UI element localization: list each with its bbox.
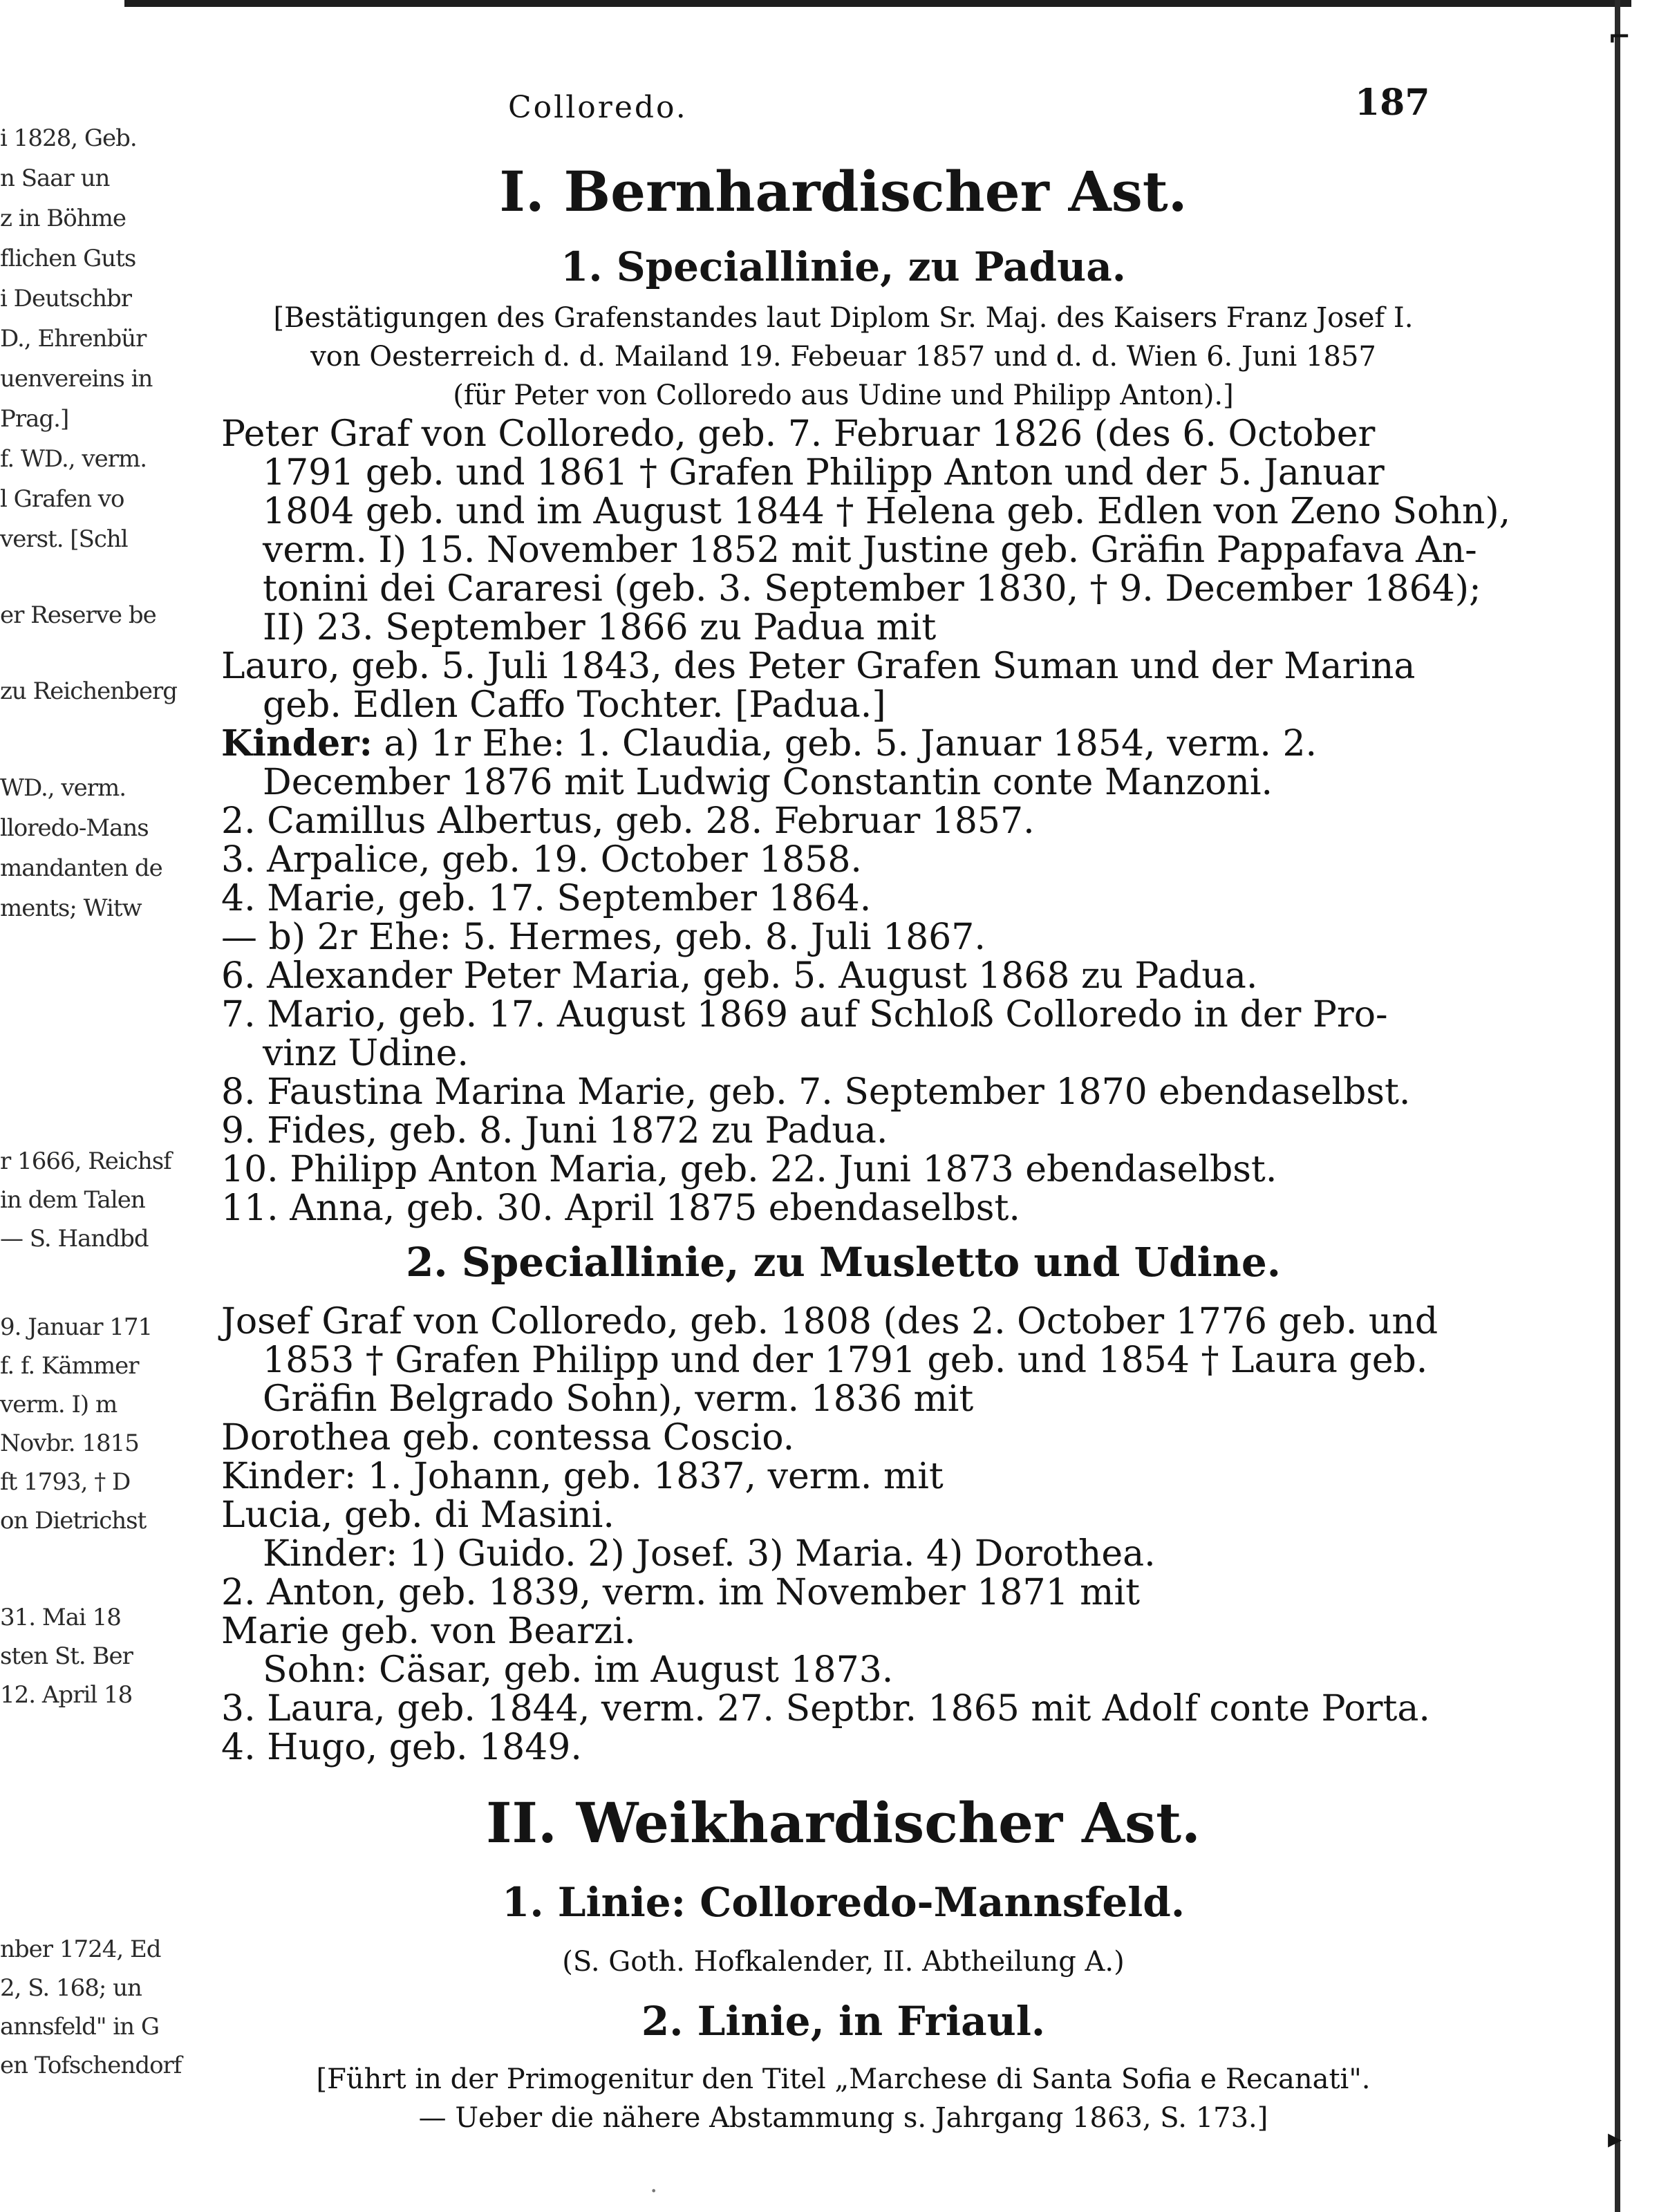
margin-line: en Tofschendorf [0, 2052, 182, 2079]
entry-children-1 [221, 724, 1465, 763]
edge-mark-top: ⌐ [1608, 21, 1631, 53]
child-entry: 9. Fides, geb. 8. Juni 1872 zu Padua. [221, 1110, 888, 1152]
note-line: — Ueber die nähere Abstammung s. Jahrgang 1863, S. 173.] [418, 2102, 1268, 2134]
entry-hugo: 4. Hugo, geb. 1849. [221, 1727, 582, 1768]
entry-josef: Josef Graf von Colloredo, geb. 1808 (des 2. October 1776 geb. und [221, 1301, 1438, 1342]
margin-line: er Reserve be [0, 601, 156, 629]
margin-line: uenvereins in [0, 365, 153, 393]
margin-line: verm. I) m [0, 1391, 118, 1418]
margin-line: 9. Januar 171 [0, 1313, 153, 1341]
child-entry: 10. Philipp Anton Maria, geb. 22. Juni 1873 ebendaselbst. [221, 1149, 1277, 1190]
line-heading-2-1: 1. Linie: Colloredo-Mannsfeld. [501, 1879, 1185, 1926]
entry-peter-cont: II) 23. September 1866 zu Padua mit [263, 607, 937, 648]
margin-line: D., Ehrenbür [0, 325, 147, 353]
margin-line: f. f. Kämmer [0, 1352, 139, 1380]
margin-line: z in Böhme [0, 205, 126, 232]
entry-lauro-cont: geb. Edlen Caffo Tochter. [Padua.] [263, 684, 886, 726]
margin-line: i 1828, Geb. [0, 124, 137, 152]
note-line: (für Peter von Colloredo aus Udine und Philipp Anton).] [453, 379, 1234, 411]
margin-column [0, 124, 182, 2129]
margin-line: Novbr. 1815 [0, 1430, 139, 1457]
child-entry: — b) 2r Ehe: 5. Hermes, geb. 8. Juli 1867. [221, 917, 986, 958]
page-dot: · [650, 2177, 658, 2206]
entry-lauro: Lauro, geb. 5. Juli 1843, des Peter Grafen Suman und der Marina [221, 646, 1416, 687]
entry-grandchildren: Kinder: 1) Guido. 2) Josef. 3) Maria. 4) Dorothea. [263, 1533, 1156, 1575]
note-2-1 [221, 1942, 1465, 1981]
entry-lucia: Lucia, geb. di Masini. [221, 1494, 615, 1536]
entry-son: Sohn: Cäsar, geb. im August 1873. [263, 1649, 894, 1691]
entry-peter-cont: tonini dei Cararesi (geb. 3. September 1830, † 9. December 1864); [263, 568, 1481, 610]
entry-dorothea: Dorothea geb. contessa Coscio. [221, 1417, 795, 1459]
margin-line: ft 1793, † D [0, 1468, 131, 1496]
child-entry: 2. Camillus Albertus, geb. 28. Februar 1857. [221, 800, 1035, 842]
margin-line: verst. [Schl [0, 525, 128, 553]
section-title-1: I. Bernhardischer Ast. [499, 159, 1188, 224]
child-entry: a) 1r Ehe: 1. Claudia, geb. 5. Januar 1854, verm. 2. [384, 723, 1318, 765]
margin-line: zu Reichenberg [0, 677, 178, 705]
section-title-2: II. Weikhardischer Ast. [486, 1790, 1201, 1855]
margin-line: on Dietrichst [0, 1507, 147, 1535]
children-label: Kinder: [221, 722, 373, 765]
child-entry: 6. Alexander Peter Maria, geb. 5. August 1868 zu Padua. [221, 955, 1258, 997]
margin-line: WD., verm. [0, 774, 126, 802]
top-rule [124, 0, 1631, 7]
margin-line: in dem Talen [0, 1186, 145, 1214]
child-entry: 8. Faustina Marina Marie, geb. 7. September 1870 ebendaselbst. [221, 1071, 1411, 1113]
page-number: 187 [1355, 82, 1430, 124]
margin-line: lloredo-Mans [0, 814, 149, 842]
margin-line: annsfeld" in G [0, 2013, 160, 2041]
entry-josef-cont: 1853 † Grafen Philipp und der 1791 geb. und 1854 † Laura geb. [263, 1340, 1428, 1381]
margin-line: Prag.] [0, 405, 69, 433]
entry-anton: 2. Anton, geb. 1839, verm. im November 1871 mit [221, 1572, 1140, 1613]
entry-peter-cont: verm. I) 15. November 1852 mit Justine geb. Gräfin Pappafava An- [263, 529, 1477, 571]
note-line: von Oesterreich d. d. Mailand 19. Febeuar 1857 und d. d. Wien 6. Juni 1857 [310, 341, 1376, 373]
margin-line: r 1666, Reichsf [0, 1147, 171, 1175]
child-entry: December 1876 mit Ludwig Constantin conte Manzoni. [263, 762, 1273, 803]
margin-line: nber 1724, Ed [0, 1936, 161, 1963]
line-heading-2-2: 2. Linie, in Friaul. [641, 1998, 1046, 2045]
margin-line: sten St. Ber [0, 1642, 133, 1670]
margin-line: 2, S. 168; un [0, 1974, 142, 2002]
entry-peter: Peter Graf von Colloredo, geb. 7. Februar 1826 (des 6. October [221, 413, 1376, 455]
margin-line: f. WD., verm. [0, 445, 147, 473]
child-entry: 11. Anna, geb. 30. April 1875 ebendaselbst. [221, 1188, 1020, 1229]
child-entry: 3. Arpalice, geb. 19. October 1858. [221, 839, 862, 881]
line-heading-1-1: 1. Speciallinie, zu Padua. [560, 243, 1127, 290]
margin-line: 31. Mai 18 [0, 1604, 121, 1631]
note-line: (S. Goth. Hofkalender, II. Abtheilung A.) [562, 1946, 1125, 1978]
entry-laura: 3. Laura, geb. 1844, verm. 27. Septbr. 1865 mit Adolf conte Porta. [221, 1688, 1430, 1730]
child-entry: 4. Marie, geb. 17. September 1864. [221, 878, 872, 919]
running-head: Colloredo. [508, 90, 688, 125]
margin-line: l Grafen vo [0, 485, 124, 513]
margin-line: n Saar un [0, 165, 110, 192]
entry-josef-cont: Gräfin Belgrado Sohn), verm. 1836 mit [263, 1378, 974, 1420]
entry-peter-cont: 1791 geb. und 1861 † Grafen Philipp Anton und der 5. Januar [263, 452, 1385, 494]
margin-line: i Deutschbr [0, 285, 132, 312]
entry-peter-cont: 1804 geb. und im August 1844 † Helena geb. Edlen von Zeno Sohn), [263, 491, 1511, 532]
note-line: [Bestätigungen des Grafenstandes laut Diplom Sr. Maj. des Kaisers Franz Josef I. [273, 302, 1414, 334]
edge-mark-bottom: ▸ [1608, 2122, 1622, 2155]
margin-line: ments; Witw [0, 894, 142, 922]
child-entry: vinz Udine. [263, 1033, 469, 1074]
child-entry: 7. Mario, geb. 17. August 1869 auf Schloß Colloredo in der Pro- [221, 994, 1388, 1035]
margin-line: 12. April 18 [0, 1681, 133, 1709]
page-edge [1615, 0, 1620, 2212]
line-heading-1-2: 2. Speciallinie, zu Musletto und Udine. [406, 1239, 1281, 1286]
margin-line: — S. Handbd [0, 1225, 149, 1253]
entry-children-2: Kinder: 1. Johann, geb. 1837, verm. mit [221, 1456, 944, 1497]
note-2-2 [221, 2060, 1465, 2137]
note-1-1 [221, 299, 1465, 415]
entry-marie: Marie geb. von Bearzi. [221, 1611, 636, 1652]
note-line: [Führt in der Primogenitur den Titel „Marchese di Santa Sofia e Recanati". [316, 2063, 1371, 2095]
margin-line: mandanten de [0, 854, 162, 882]
margin-line: flichen Guts [0, 245, 136, 272]
